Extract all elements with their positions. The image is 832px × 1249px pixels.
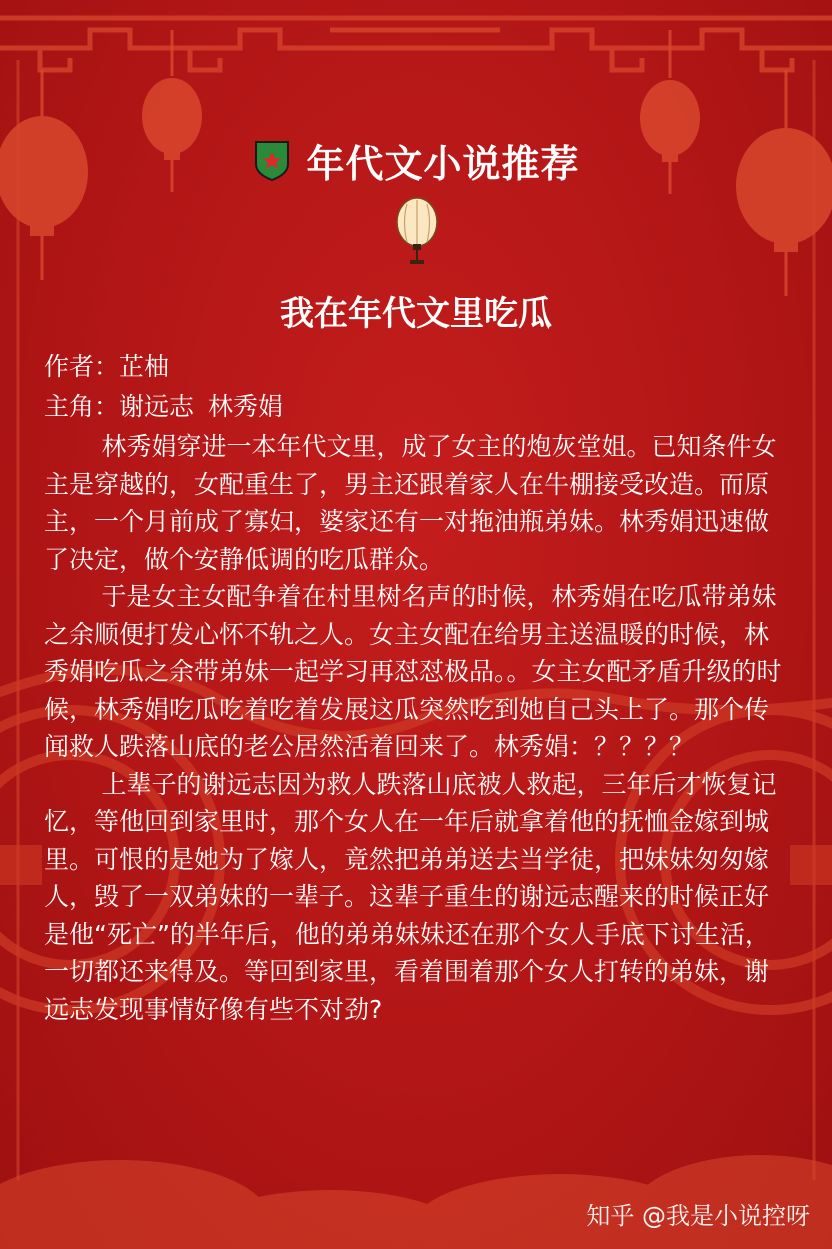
protagonist-1: 谢远志 xyxy=(119,392,195,421)
protagonist-2: 林秀娟 xyxy=(208,392,284,421)
paper-lantern-icon xyxy=(394,196,440,268)
header xyxy=(0,132,832,188)
synopsis-paragraph: 林秀娟穿进一本年代文里，成了女主的炮灰堂姐。已知条件女主是穿越的，女配重生了，男主还跟着家人在牛棚接受改造。而原主，一个月前成了寡妇，婆家还有一对拖油瓶弟妹。林秀娟迅速做了决定，做个安静低调的吃瓜群众。 xyxy=(44,432,777,574)
author-name: 芷柚 xyxy=(119,352,170,381)
author-label: 作者： xyxy=(44,352,120,381)
header-title: 年代文小说推荐 xyxy=(306,141,580,186)
protagonists-line xyxy=(44,388,283,426)
watermark: 知乎 @我是小说控呀 xyxy=(586,1202,810,1230)
protagonists-label: 主角： xyxy=(44,392,120,421)
synopsis-paragraph: 上辈子的谢远志因为救人跌落山底被人救起，三年后才恢复记忆，等他回到家里时，那个女人在一年后就拿着他的抚恤金嫁到城里。可恨的是她为了嫁人，竟然把弟弟送去当学徒，把妹妹匆匆嫁人，毁了一双弟妹的一辈子。这辈子重生的谢远志醒来的时候正好是他“死亡”的半年后，他的弟弟妹妹还在那个女人手底下讨生活，一切都还来得及。等回到家里，看着围着那个女人打转的弟妹，谢远志发现事情好像有些不对劲? xyxy=(44,769,777,1024)
shield-star-icon xyxy=(252,138,292,182)
synopsis-paragraph: 于是女主女配争着在村里树名声的时候，林秀娟在吃瓜带弟妹之余顺便打发心怀不轨之人。女主女配在给男主送温暖的时候，林秀娟吃瓜之余带弟妹一起学习再怼怼极品。。女主女配矛盾升级的时候，林秀娟吃瓜吃着吃着发展这瓜突然吃到她自己头上了。那个传闻救人跌落山底的老公居然活着回来了。林秀娟：？？？？ xyxy=(44,582,782,761)
author-line xyxy=(44,348,169,386)
book-title: 我在年代文里吃瓜 xyxy=(280,294,552,334)
synopsis xyxy=(44,428,784,1028)
